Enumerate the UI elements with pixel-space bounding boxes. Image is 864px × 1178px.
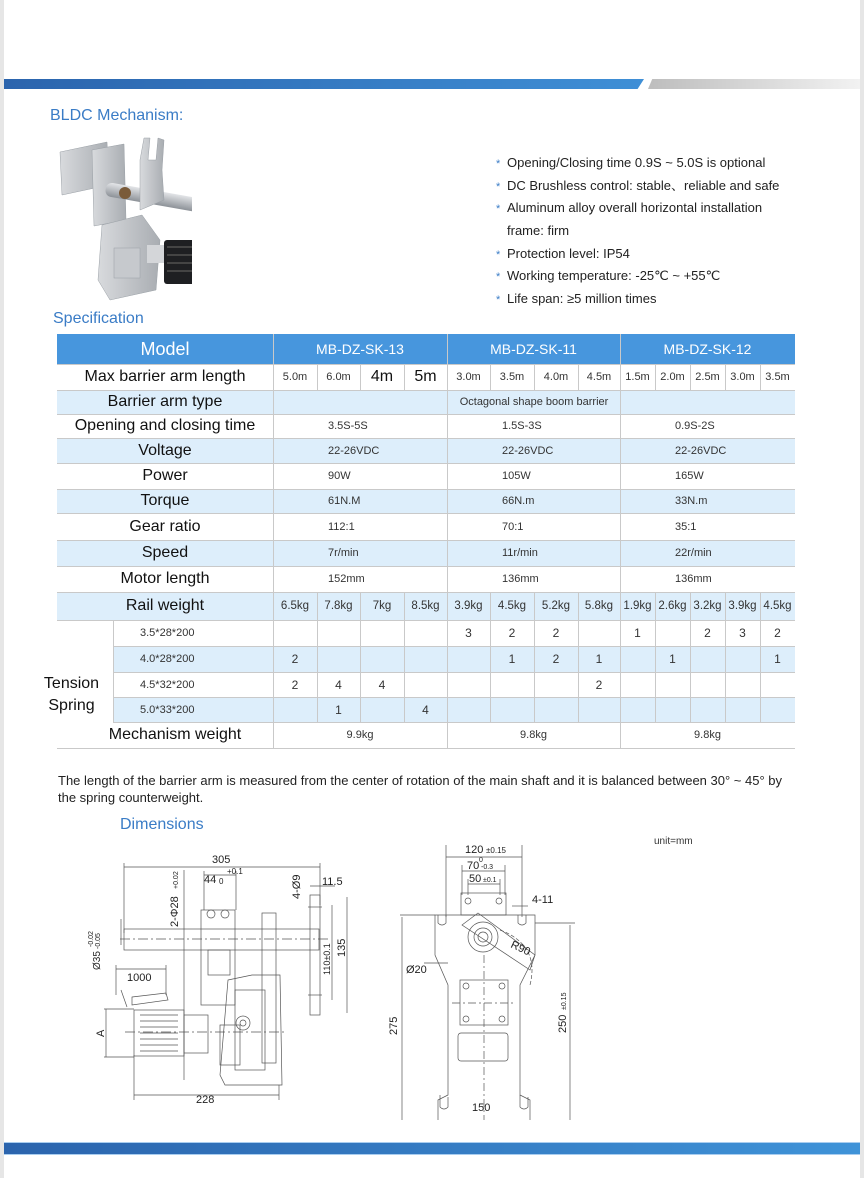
table-divider xyxy=(113,620,114,722)
spring-count xyxy=(578,697,620,722)
spring-count: 3 xyxy=(465,626,472,640)
dim-holes-label: 2-Φ28 xyxy=(169,896,181,927)
spring-count: 4 xyxy=(378,677,386,692)
gear-value: 112:1 xyxy=(328,520,355,533)
rail-weight-value: 6.5kg xyxy=(280,600,310,612)
spring-count xyxy=(317,646,360,672)
opening-value: 1.5S-3S xyxy=(502,420,542,432)
spring-count xyxy=(534,697,578,722)
row-label-rail-weight: Rail weight xyxy=(125,597,205,614)
spring-count: 2 xyxy=(552,626,560,640)
speed-value: 7r/min xyxy=(328,547,359,559)
spring-count xyxy=(725,697,760,722)
bullet-icon: * xyxy=(496,180,501,193)
max-length-value: 2.5m xyxy=(695,371,720,383)
spring-count: 1 xyxy=(774,652,781,666)
note-text: The length of the barrier arm is measured from the center of rotation of the main shaft and it is balanced between 30° ~ 45° by the spring counterweight. xyxy=(58,773,782,805)
power-value: 90W xyxy=(328,470,351,482)
spring-size: 4.5*32*200 xyxy=(140,678,195,691)
dim-base-width: 150 xyxy=(472,1102,491,1114)
max-length-value: 3.0m xyxy=(730,371,755,383)
opening-value: 3.5S-5S xyxy=(328,420,368,432)
speed-value: 11r/min xyxy=(502,547,538,559)
feature-item xyxy=(496,197,779,220)
table-divider xyxy=(490,592,491,722)
dim-mount-slots: 4-11 xyxy=(532,894,554,906)
feature-item xyxy=(496,175,779,198)
spring-count xyxy=(655,697,690,722)
model-name-header: MB-DZ-SK-11 xyxy=(447,334,620,364)
row-label-voltage: Voltage xyxy=(138,441,192,459)
torque-value: 61N.M xyxy=(328,495,361,507)
page-border-right xyxy=(860,0,864,1178)
max-length-value: 3.5m xyxy=(499,371,525,383)
table-divider xyxy=(620,334,621,748)
dim-slot-tol-upper: +0.1 xyxy=(227,867,243,876)
spring-size: 4.0*28*200 xyxy=(140,653,195,665)
table-divider xyxy=(655,364,656,390)
spring-count: 2 xyxy=(704,626,711,640)
spring-count: 1 xyxy=(508,652,516,666)
dim-base-height-tol: ±0.15 xyxy=(561,992,568,1010)
spring-count xyxy=(725,646,760,672)
footer-bar xyxy=(4,1142,860,1155)
table-divider xyxy=(404,364,405,390)
dim-width-top: 120 xyxy=(465,844,484,856)
max-length-value: 4.5m xyxy=(586,371,612,383)
dim-slot-50-tol: ±0.1 xyxy=(483,877,497,884)
table-divider xyxy=(760,364,761,390)
dim-total-height: 275 xyxy=(388,1016,400,1035)
spring-count xyxy=(404,672,447,697)
header-bar-grey xyxy=(648,79,860,89)
table-divider xyxy=(317,364,318,390)
feature-text: DC Brushless control: stable、reliable and safe xyxy=(507,177,780,193)
table-divider xyxy=(404,592,405,722)
spring-label: Spring xyxy=(48,697,95,714)
bullet-icon: * xyxy=(496,271,501,284)
specification-title: Specification xyxy=(53,310,144,327)
max-length-value: 1.5m xyxy=(625,371,650,383)
rail-weight-value: 7.8kg xyxy=(324,600,353,612)
unit-label: unit=mm xyxy=(654,836,693,847)
row-label-power: Power xyxy=(142,467,188,484)
bullet-icon: * xyxy=(496,158,501,170)
feature-item xyxy=(496,152,779,175)
feature-text: Life span: ≥5 million times xyxy=(507,291,657,307)
spring-count xyxy=(404,646,447,672)
row-label-arm-type: Barrier arm type xyxy=(107,393,223,410)
table-divider xyxy=(447,334,448,748)
spring-count xyxy=(725,672,760,697)
row-label-speed: Speed xyxy=(141,544,189,561)
table-divider xyxy=(113,697,795,698)
table-divider xyxy=(57,566,795,567)
spring-count xyxy=(690,646,725,672)
row-label-opening: Opening and closing time xyxy=(74,417,256,434)
spring-count xyxy=(760,672,795,697)
table-divider xyxy=(57,513,795,514)
motor-value: 136mm xyxy=(502,573,539,585)
table-divider xyxy=(360,592,361,722)
max-length-value: 4m xyxy=(370,368,394,385)
rail-weight-value: 1.9kg xyxy=(623,600,652,612)
feature-list xyxy=(496,152,779,311)
table-divider xyxy=(57,592,795,593)
spring-count xyxy=(620,646,655,672)
row-label-max-length: Max barrier arm length xyxy=(84,368,246,385)
spring-count: 4 xyxy=(335,677,342,692)
row-label-mechanism-weight: Mechanism weight xyxy=(108,726,242,743)
dim-cable-length: 1000 xyxy=(127,972,152,984)
feature-text: Working temperature: -25℃ ~ +55℃ xyxy=(507,268,721,284)
spring-size: 3.5*28*200 xyxy=(140,627,195,639)
mechanism-weight-value: 9.9kg xyxy=(346,729,374,741)
model-header: Model xyxy=(57,334,273,364)
table-divider xyxy=(57,463,795,464)
spring-count xyxy=(404,620,447,646)
spring-count: 3 xyxy=(739,626,746,640)
table-divider xyxy=(273,334,274,748)
power-value: 105W xyxy=(502,470,531,482)
feature-item xyxy=(496,243,779,266)
dim-slot-tol-lower: 0 xyxy=(219,877,224,886)
dim-pin-dia: Ø20 xyxy=(406,964,427,976)
rail-weight-value: 4.5kg xyxy=(763,600,792,612)
table-divider xyxy=(113,646,795,647)
spring-count xyxy=(760,697,795,722)
feature-text: Opening/Closing time 0.9S ~ 5.0S is optional xyxy=(507,155,766,170)
motor-value: 152mm xyxy=(328,573,365,585)
spring-count: 2 xyxy=(595,677,603,692)
gear-value: 70:1 xyxy=(502,520,524,533)
dim-motor: A xyxy=(95,1029,107,1037)
rail-weight-value: 4.5kg xyxy=(497,600,527,612)
dim-flange-thick: 11.5 xyxy=(322,876,343,888)
max-length-value: 5m xyxy=(414,368,437,385)
spring-count xyxy=(447,697,490,722)
feature-text: Aluminum alloy overall horizontal installation xyxy=(507,200,763,216)
dim-holes-tol: +0.02 xyxy=(173,871,180,889)
table-divider xyxy=(57,390,795,391)
model-name-header: MB-DZ-SK-12 xyxy=(620,334,795,364)
table-divider xyxy=(534,364,535,390)
spring-count xyxy=(360,697,404,722)
table-divider xyxy=(113,722,795,723)
spring-count xyxy=(578,620,620,646)
voltage-value: 22-26VDC xyxy=(675,444,727,457)
table-divider xyxy=(57,748,795,749)
spring-count xyxy=(360,620,404,646)
table-divider xyxy=(57,540,795,541)
motor-value: 136mm xyxy=(675,573,712,585)
page-title: BLDC Mechanism: xyxy=(50,107,184,124)
table-divider xyxy=(578,592,579,722)
table-divider xyxy=(57,364,795,365)
dim-slot-width: 44 xyxy=(204,874,217,886)
dim-hole-spacing: 110±0.1 xyxy=(322,943,332,975)
front-view-drawing xyxy=(380,835,590,1120)
spring-count xyxy=(690,697,725,722)
spring-count xyxy=(534,672,578,697)
dim-radius: R90 xyxy=(508,938,533,959)
spring-count xyxy=(490,672,534,697)
spring-count xyxy=(273,620,317,646)
model-name-header: MB-DZ-SK-13 xyxy=(273,334,447,364)
table-divider xyxy=(57,414,795,415)
table-divider xyxy=(655,592,656,722)
spring-count: 2 xyxy=(291,677,299,692)
gear-value: 35:1 xyxy=(675,520,697,533)
max-length-value: 3.5m xyxy=(765,371,790,383)
speed-value: 22r/min xyxy=(675,547,712,559)
dim-base-length: 228 xyxy=(196,1094,215,1106)
spring-count: 2 xyxy=(508,626,516,640)
table-divider xyxy=(57,620,795,621)
torque-value: 66N.m xyxy=(502,495,535,507)
rail-weight-value: 5.8kg xyxy=(584,600,614,612)
dim-overall-length: 305 xyxy=(212,854,231,866)
max-length-value: 6.0m xyxy=(326,371,351,383)
table-divider xyxy=(760,592,761,722)
table-divider xyxy=(113,672,795,673)
spring-count xyxy=(447,646,490,672)
power-value: 165W xyxy=(675,470,704,482)
spring-count xyxy=(447,672,490,697)
rail-weight-value: 3.2kg xyxy=(693,600,722,612)
max-length-value: 4.0m xyxy=(543,371,569,383)
header-bar xyxy=(4,79,644,89)
rail-weight-value: 8.5kg xyxy=(411,600,440,612)
table-divider xyxy=(57,438,795,439)
spring-count xyxy=(655,672,690,697)
opening-value: 0.9S-2S xyxy=(675,420,715,432)
dim-slot-70: 70 xyxy=(467,860,480,872)
dim-width-top-tol: ±0.15 xyxy=(486,846,506,855)
spring-count xyxy=(360,646,404,672)
mechanism-weight-value: 9.8kg xyxy=(520,729,547,741)
table-divider xyxy=(578,364,579,390)
spring-count: 1 xyxy=(595,652,603,666)
max-length-value: 3.0m xyxy=(456,371,481,383)
spring-count: 1 xyxy=(335,702,342,717)
row-label-motor: Motor length xyxy=(120,570,210,587)
arm-type-value: Octagonal shape boom barrier xyxy=(459,396,609,408)
rail-weight-value: 3.9kg xyxy=(728,600,757,612)
rail-weight-value: 5.2kg xyxy=(541,600,571,612)
feature-text: Protection level: IP54 xyxy=(507,245,630,261)
table-divider xyxy=(490,364,491,390)
spring-count: 2 xyxy=(291,652,299,666)
barrier-mechanism-photo xyxy=(52,130,192,305)
side-view-drawing xyxy=(80,845,365,1115)
row-label-torque: Torque xyxy=(140,492,190,509)
dim-shaft-dia: Ø35 xyxy=(92,951,103,970)
row-label-tension-spring xyxy=(30,668,113,722)
voltage-value: 22-26VDC xyxy=(328,444,380,457)
table-divider xyxy=(690,364,691,390)
table-divider xyxy=(317,592,318,722)
rail-weight-value: 7kg xyxy=(372,600,392,612)
spring-count: 4 xyxy=(422,702,429,717)
feature-item xyxy=(496,265,779,288)
feature-item-continued xyxy=(496,220,779,243)
dim-shaft-tol-upper: -0.02 xyxy=(88,931,95,947)
spring-count xyxy=(620,697,655,722)
row-label-gear: Gear ratio xyxy=(129,517,201,535)
spring-count xyxy=(490,697,534,722)
spring-count xyxy=(690,672,725,697)
dim-shaft-tol-lower: -0.05 xyxy=(95,933,102,949)
spring-count: 1 xyxy=(669,652,676,666)
spring-count xyxy=(317,620,360,646)
dimensions-title: Dimensions xyxy=(120,816,204,833)
dim-slot-70-tol-lower: -0.3 xyxy=(481,864,494,871)
table-divider xyxy=(360,364,361,390)
page-border-left xyxy=(0,0,4,1178)
dim-mount-holes: 4-Ø9 xyxy=(291,874,303,899)
max-length-value: 2.0m xyxy=(660,371,685,383)
rail-weight-value: 2.6kg xyxy=(658,600,687,612)
feature-item xyxy=(496,288,779,311)
dim-slot-70-tol-upper: 0 xyxy=(479,857,483,864)
spring-count: 1 xyxy=(634,626,641,640)
feature-text: frame: firm xyxy=(507,223,570,239)
spring-size: 5.0*33*200 xyxy=(140,703,195,716)
dim-base-height: 250 xyxy=(557,1014,569,1033)
spring-count xyxy=(273,697,317,722)
rail-weight-value: 3.9kg xyxy=(454,600,483,612)
table-divider xyxy=(690,592,691,722)
mechanism-weight-value: 9.8kg xyxy=(694,729,721,741)
bullet-icon: * xyxy=(496,203,501,216)
torque-value: 33N.m xyxy=(675,495,708,507)
dim-flange-height: 135 xyxy=(336,938,348,957)
spring-count xyxy=(655,620,690,646)
max-length-value: 5.0m xyxy=(282,371,308,383)
spring-count xyxy=(620,672,655,697)
table-divider xyxy=(725,592,726,722)
table-divider xyxy=(725,364,726,390)
table-divider xyxy=(57,489,795,490)
spring-count: 2 xyxy=(774,626,781,640)
dim-slot-50: 50 xyxy=(469,873,482,885)
bullet-icon: * xyxy=(496,294,501,307)
tension-label: Tension xyxy=(43,675,100,692)
bullet-icon: * xyxy=(496,248,501,261)
table-divider xyxy=(534,592,535,722)
spring-count: 2 xyxy=(552,652,560,666)
voltage-value: 22-26VDC xyxy=(502,444,554,457)
